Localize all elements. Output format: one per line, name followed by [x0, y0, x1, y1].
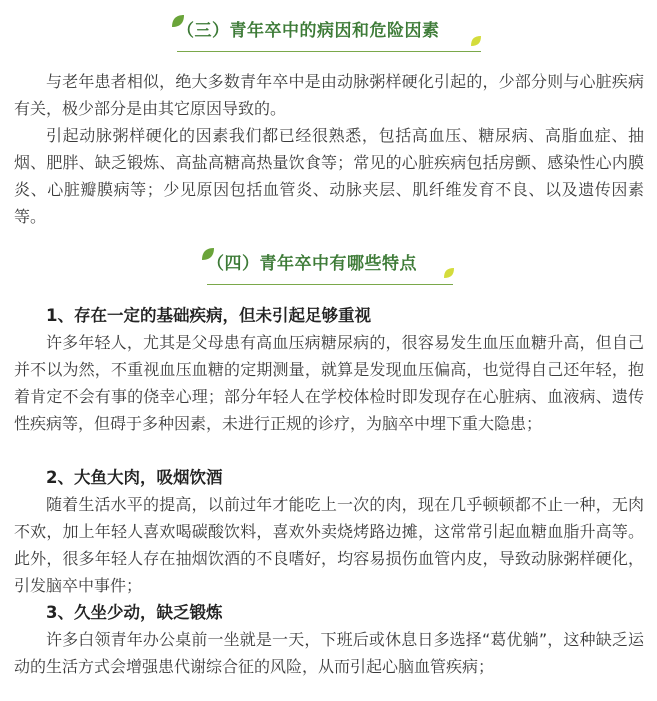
paragraph: 随着生活水平的提高，以前过年才能吃上一次的肉，现在几乎顿顿都不止一种，无肉不欢，加上年轻人喜欢喝碳酸饮料，喜欢外卖烧烤路边摊，这常常引起血糖血脂升高等。此外，很多年轻人存在抽烟饮酒的不良嗜好，均容易损伤血管内皮，导致动脉粥样硬化，引发脑卒中事件；	[14, 495, 644, 595]
paragraph: 引起动脉粥样硬化的因素我们都已经很熟悉，包括高血压、糖尿病、高脂血症、抽烟、肥胖、缺乏锻炼、高盐高糖高热量饮食等；常见的心脏疾病包括房颤、感染性心内膜炎、心脏瓣膜病等；少见原因包括血管炎、动脉夹层、肌纤维发育不良、以及遗传因素等。	[14, 126, 644, 226]
section-title: （四）青年卒中有哪些特点	[207, 254, 417, 274]
paragraph: 与老年患者相似，绝大多数青年卒中是由动脉粥样硬化引起的，少部分则与心脏疾病有关，极少部分是由其它原因导致的。	[14, 72, 644, 118]
item-heading: 3、久坐少动，缺乏锻炼	[46, 603, 223, 622]
section-heading-3	[177, 18, 481, 52]
heading-underline	[207, 284, 453, 285]
leaf-icon	[443, 267, 455, 279]
section-heading-4	[207, 251, 453, 285]
section-title: （三）青年卒中的病因和危险因素	[177, 21, 440, 41]
item-heading: 1、存在一定的基础疾病，但未引起足够重视	[46, 306, 371, 325]
paragraph: 许多年轻人，尤其是父母患有高血压病糖尿病的，很容易发生血压血糖升高，但自己并不以为然，不重视血压血糖的定期测量，就算是发现血压偏高，也觉得自己还年轻，抱着肯定不会有事的侥幸心理；部分年轻人在学校体检时即发现存在心脏病、血液病、遗传性疾病等，但碍于多种因素，未进行正规的诊疗，为脑卒中埋下重大隐患；	[14, 333, 644, 433]
heading-underline	[177, 51, 481, 52]
paragraph: 许多白领青年办公桌前一坐就是一天，下班后或休息日多选择“葛优躺”，这种缺乏运动的生活方式会增强患代谢综合征的风险，从而引起心脑血管疾病；	[14, 630, 644, 676]
item-heading: 2、大鱼大肉，吸烟饮酒	[46, 468, 223, 487]
leaf-icon	[470, 35, 482, 47]
